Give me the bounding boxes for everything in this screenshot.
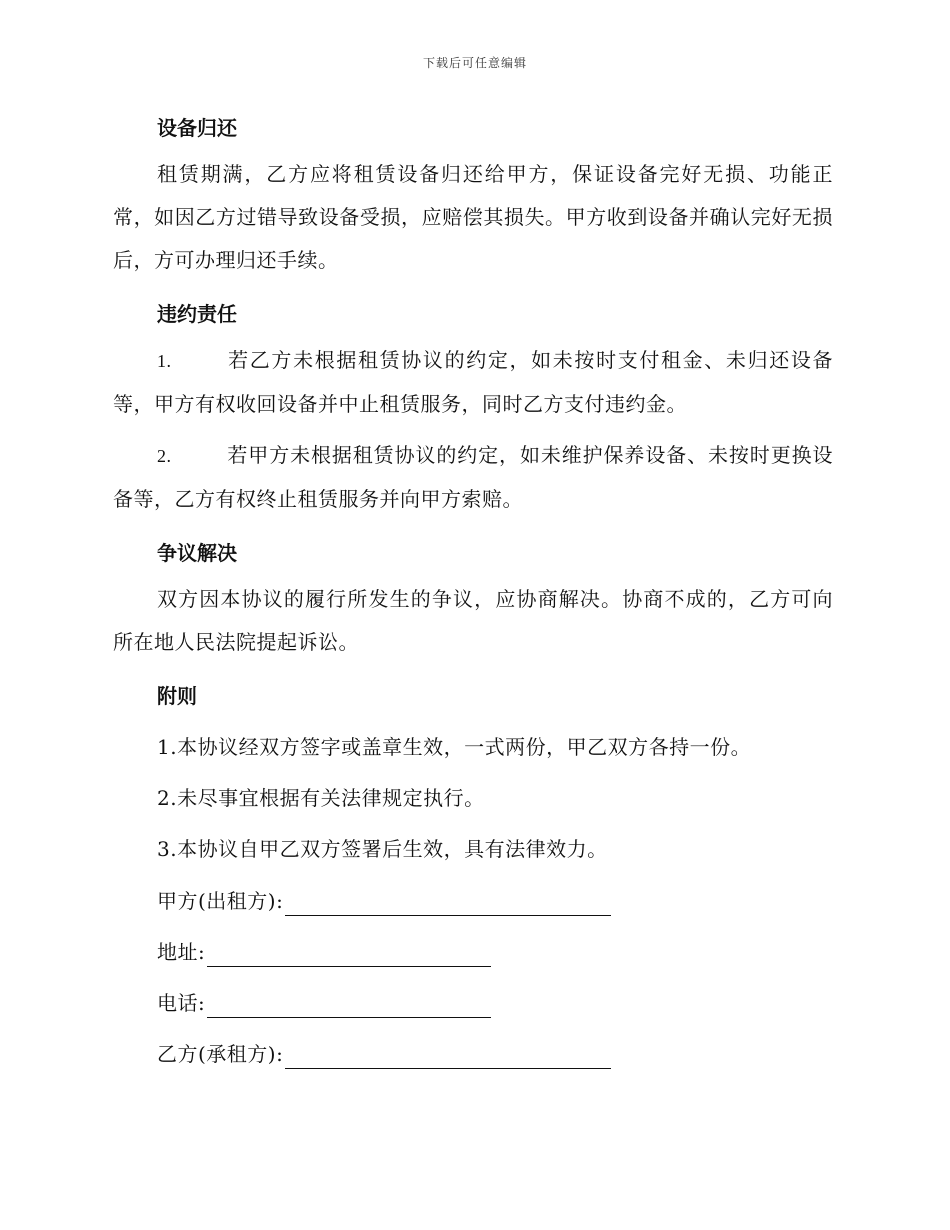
signature-address-row	[157, 937, 833, 967]
signature-phone-row	[157, 988, 833, 1018]
supplementary-clause-3: 3.本协议自甲乙双方签署后生效，具有法律效力。	[157, 837, 608, 861]
signature-party-a-blank[interactable]	[285, 891, 611, 916]
section-heading-breach: 违约责任	[157, 302, 237, 326]
signature-phone-label: 电话:	[157, 991, 206, 1015]
breach-item-2-number: 2.	[157, 446, 172, 466]
document-body	[113, 112, 833, 1069]
breach-item-1-number: 1.	[157, 351, 172, 371]
section-body-return: 租赁期满，乙方应将租赁设备归还给甲方，保证设备完好无损、功能正常，如因乙方过错导致设备受损，应赔偿其损失。甲方收到设备并确认完好无损后，方可办理归还手续。	[113, 162, 833, 272]
signature-phone-blank[interactable]	[207, 993, 491, 1018]
signature-party-b-row	[157, 1039, 833, 1069]
section-body-dispute: 双方因本协议的履行所发生的争议，应协商解决。协商不成的，乙方可向所在地人民法院提起诉讼。	[113, 587, 833, 654]
signature-address-label: 地址:	[157, 940, 206, 964]
signature-party-b-blank[interactable]	[285, 1044, 611, 1069]
signature-party-a-row	[157, 886, 833, 916]
supplementary-clause-2: 2.未尽事宜根据有关法律规定执行。	[157, 786, 485, 810]
breach-item-1-text: 若乙方未根据租赁协议的约定，如未按时支付租金、未归还设备等，甲方有权收回设备并中止租赁服务，同时乙方支付违约金。	[113, 348, 833, 416]
breach-item-1	[113, 339, 833, 426]
section-heading-return: 设备归还	[157, 116, 237, 140]
section-heading-supplementary: 附则	[157, 684, 197, 708]
section-heading-dispute: 争议解决	[157, 541, 237, 565]
supplementary-clause-1: 1.本协议经双方签字或盖章生效，一式两份，甲乙双方各持一份。	[157, 735, 752, 759]
breach-item-2-text: 若甲方未根据租赁协议的约定，如未维护保养设备、未按时更换设备等，乙方有权终止租赁服务并向甲方索赔。	[113, 443, 833, 511]
signature-address-blank[interactable]	[207, 942, 491, 967]
breach-item-2	[113, 434, 833, 521]
signature-party-a-label: 甲方(出租方):	[157, 889, 284, 913]
signature-party-b-label: 乙方(承租方):	[157, 1042, 284, 1066]
page-header-note: 下载后可任意编辑	[422, 56, 527, 70]
